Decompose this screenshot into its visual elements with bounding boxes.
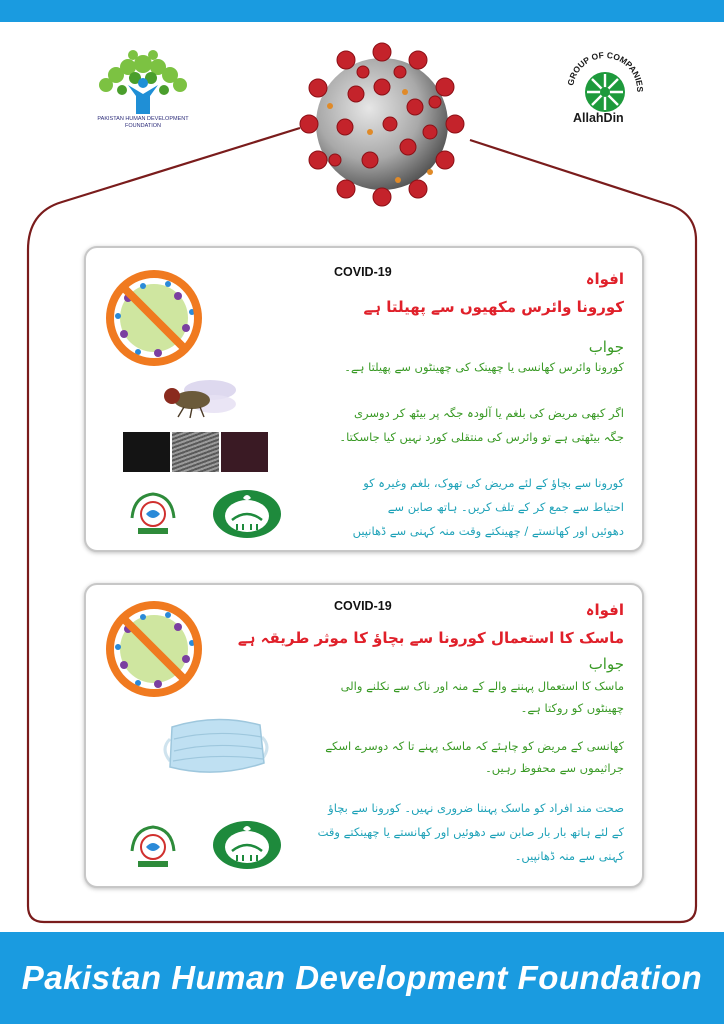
footer-title: Pakistan Human Development Foundation xyxy=(21,959,703,996)
allahdin-logo xyxy=(565,48,645,138)
micrograph-image xyxy=(123,432,170,472)
answer-line: کھانسی کے مریض کو چاہئے کہ ماسک پہنے تا کہ دوسرے اسکے xyxy=(325,739,624,753)
answer-line: جگہ بیٹھتی ہے تو وائرس کی منتقلی کورد نہیں کیا جاسکتا۔ xyxy=(339,430,624,444)
micrograph-image xyxy=(221,432,268,472)
punjab-govt-emblem xyxy=(210,819,284,871)
answer-line: چھینٹوں کو روکتا ہے۔ xyxy=(520,701,624,715)
allahdin-logo-arc-text: GROUP OF COMPANIES xyxy=(565,49,645,93)
no-virus-icon xyxy=(98,599,210,699)
coronavirus-illustration xyxy=(290,32,475,217)
health-dept-emblem xyxy=(126,821,180,871)
myth-card-masks xyxy=(84,583,644,888)
punjab-govt-emblem xyxy=(210,488,284,540)
tree-person-icon xyxy=(88,50,198,116)
housefly-icon xyxy=(148,370,244,420)
advice-line: دھوئیں اور کھانستے / چھینکتے وقت منہ کہنی سے ڈھانپیں xyxy=(352,524,624,538)
advice-line: کورونا سے بچاؤ کے لئے مریض کی تھوک، بلغم وغیرہ کو xyxy=(363,476,624,490)
covid-tag: COVID-19 xyxy=(334,599,392,613)
micrograph-image xyxy=(172,432,219,472)
face-mask-icon xyxy=(156,709,276,783)
no-virus-icon xyxy=(98,268,210,368)
footer-banner xyxy=(0,932,724,1024)
myth-claim: کورونا وائرس مکھیوں سے پھیلتا ہے xyxy=(363,298,624,316)
myth-claim: ماسک کا استعمال کورونا سے بچاؤ کا موثر طریقہ ہے xyxy=(237,629,624,647)
advice-line: کہنی سے منہ ڈھانپیں۔ xyxy=(514,849,624,863)
answer-line: اگر کبھی مریض کی بلغم یا آلودہ جگہ پر بیٹھ کر دوسری xyxy=(354,406,624,420)
advice-line: صحت مند افراد کو ماسک پہننا ضروری نہیں۔ کورونا سے بچاؤ xyxy=(328,801,624,815)
answer-line: ماسک کا استعمال پہننے والے کے منہ اور ناک سے نکلنے والی xyxy=(340,679,624,693)
answer-label: جواب xyxy=(588,655,624,673)
answer-line: کورونا وائرس کھانسی یا چھینک کی چھینٹوں سے پھیلتا ہے۔ xyxy=(344,360,624,374)
covid-tag: COVID-19 xyxy=(334,265,392,279)
health-dept-emblem xyxy=(126,488,180,538)
myth-heading: افواہ xyxy=(585,270,624,288)
phdf-logo xyxy=(88,50,198,135)
answer-line: جراثیموں سے محفوظ رہیں۔ xyxy=(485,761,624,775)
allahdin-logo-name: AllahDin xyxy=(573,111,624,125)
answer-label: جواب xyxy=(588,338,624,356)
myth-heading: افواہ xyxy=(585,601,624,619)
phdf-logo-caption: PAKISTAN HUMAN DEVELOPMENT FOUNDATION xyxy=(97,116,189,129)
advice-line: کے لئے ہاتھ بار بار صابن سے دھوئیں اور کھانستے یا چھینکتے وقت xyxy=(317,825,624,839)
myth-card-flies xyxy=(84,246,644,552)
allahdin-emblem-icon xyxy=(565,48,645,114)
advice-line: احتیاط سے جمع کر کے تلف کریں۔ ہاتھ صابن سے xyxy=(387,500,624,514)
